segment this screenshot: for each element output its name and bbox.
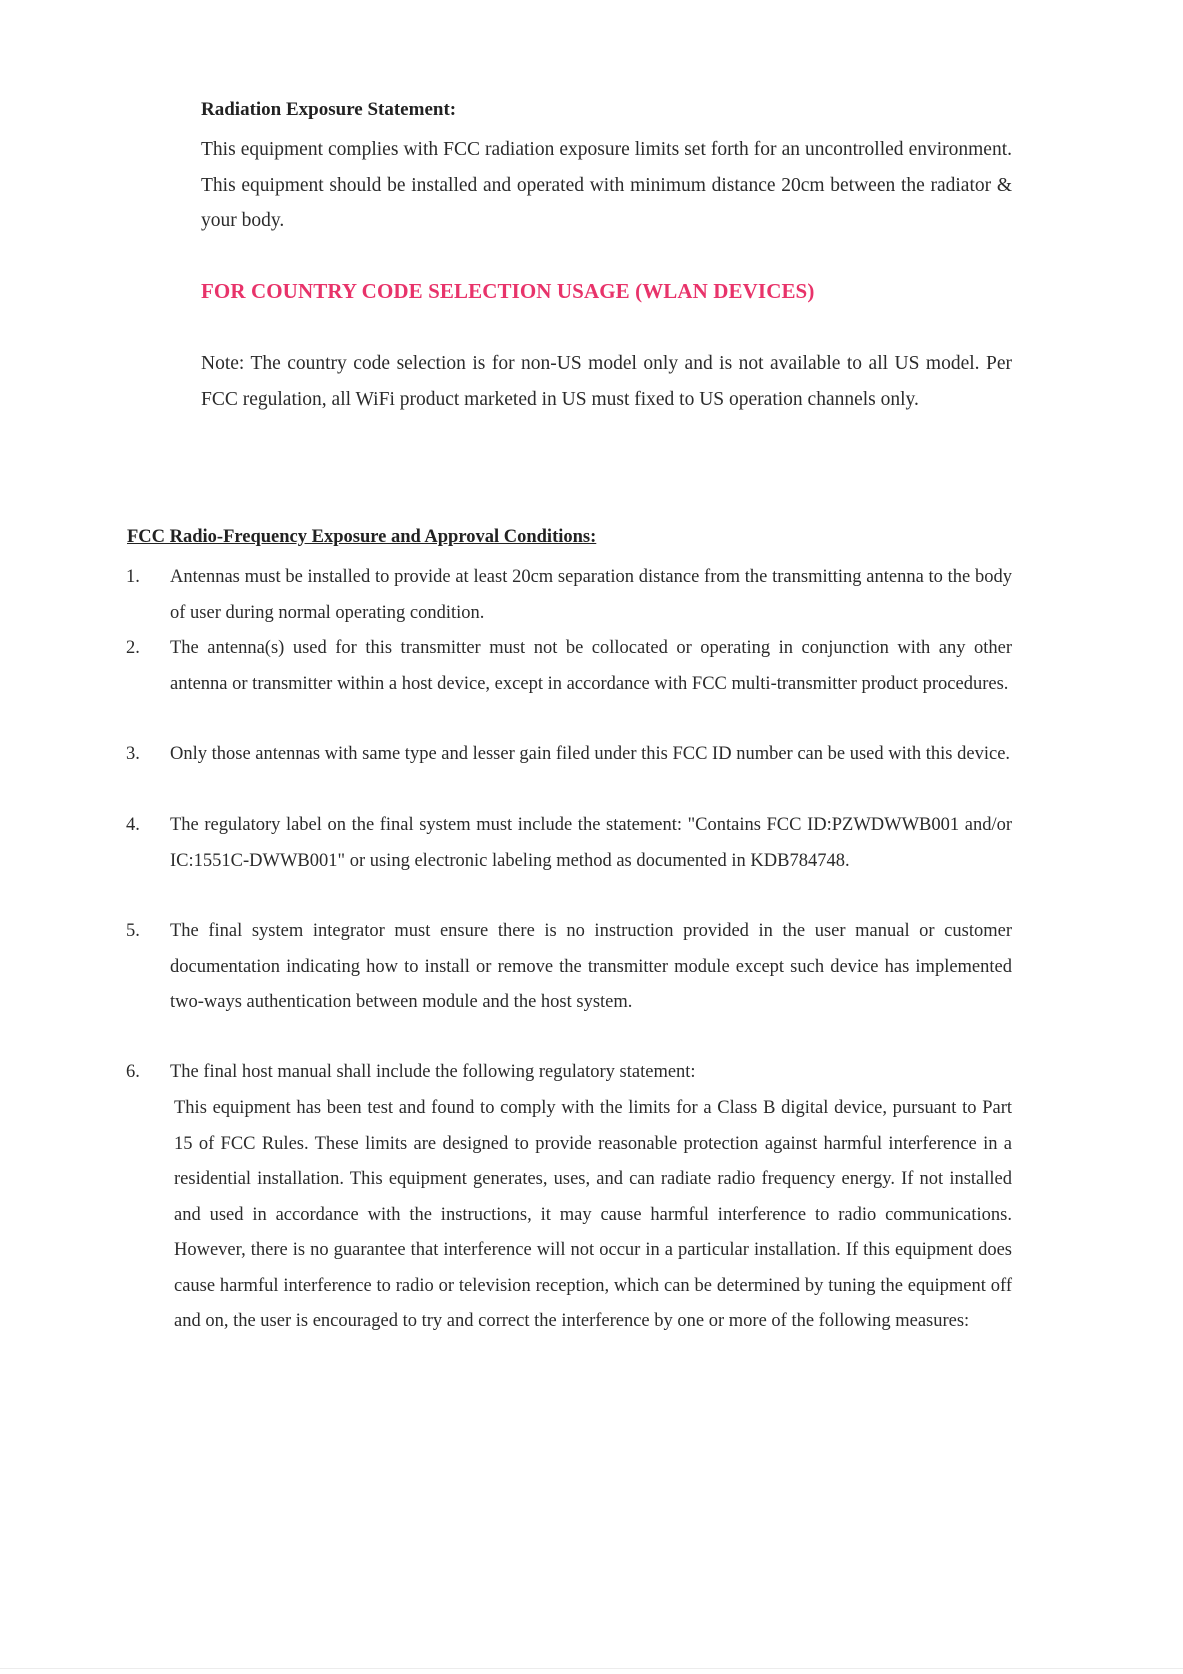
regulatory-statement: This equipment has been test and found to comply with the limits for a Class B digital device, pursuant to Part 15 of FCC Rules. These limits are designed to provide reasonable protection against harmful interference in a residential installation. This equipment generates, uses, and can radiate radio frequency energy. If not installed and used in accordance with the instructions, it may cause harmful interference to radio communications. However, there is no guarantee that interference will not occur in a particular installation. If this equipment does cause harmful interference to radio or television reception, which can be determined by tuning the equipment off and on, the user is encouraged to try and correct the interference by one or more of the following measures: — [174, 1098, 1012, 1331]
list-item-number: 6. — [126, 1062, 140, 1082]
list-item-text: The final system integrator must ensure there is no instruction provided in the user manual or customer documentation indicating how to install or remove the transmitter module except such device has implemented two-ways authentication between module and the host system. — [170, 921, 1012, 1012]
list-item-number: 2. — [126, 638, 140, 658]
country-code-note: Note: The country code selection is for non-US model only and is not available to all US model. Per FCC regulation, all WiFi product marketed in US must fixed to US operation channels only. — [201, 353, 1012, 410]
conditions-title: FCC Radio-Frequency Exposure and Approval Conditions: — [127, 527, 597, 547]
list-item-number: 4. — [126, 815, 140, 835]
list-item-text: Only those antennas with same type and lesser gain filed under this FCC ID number can be used with this device. — [170, 744, 1011, 764]
list-item-number: 3. — [126, 744, 140, 764]
list-item-text: Antennas must be installed to provide at least 20cm separation distance from the transmitting antenna to the body of user during normal operating condition. — [170, 567, 1012, 623]
list-item-number: 5. — [126, 921, 140, 941]
page-edge-divider — [0, 1668, 1183, 1669]
radiation-heading: Radiation Exposure Statement: — [201, 99, 457, 120]
list-item-text: The regulatory label on the final system must include the statement: "Contains FCC ID:PZWDWWB001 and/or IC:1551C-DWWB001" or using electronic labeling method as documented in KDB784748. — [170, 815, 1012, 871]
list-item-text: The antenna(s) used for this transmitter must not be collocated or operating in conjunction with any other antenna or transmitter within a host device, except in accordance with FCC multi-transmitter product procedures. — [170, 638, 1012, 694]
radiation-body: This equipment complies with FCC radiation exposure limits set forth for an uncontrolled environment. This equipment should be installed and operated with minimum distance 20cm between the radiator & your body. — [201, 139, 1012, 231]
country-code-heading: FOR COUNTRY CODE SELECTION USAGE (WLAN DEVICES) — [201, 279, 815, 303]
list-item-number: 1. — [126, 567, 140, 587]
list-item-text: The final host manual shall include the following regulatory statement: — [170, 1062, 696, 1082]
